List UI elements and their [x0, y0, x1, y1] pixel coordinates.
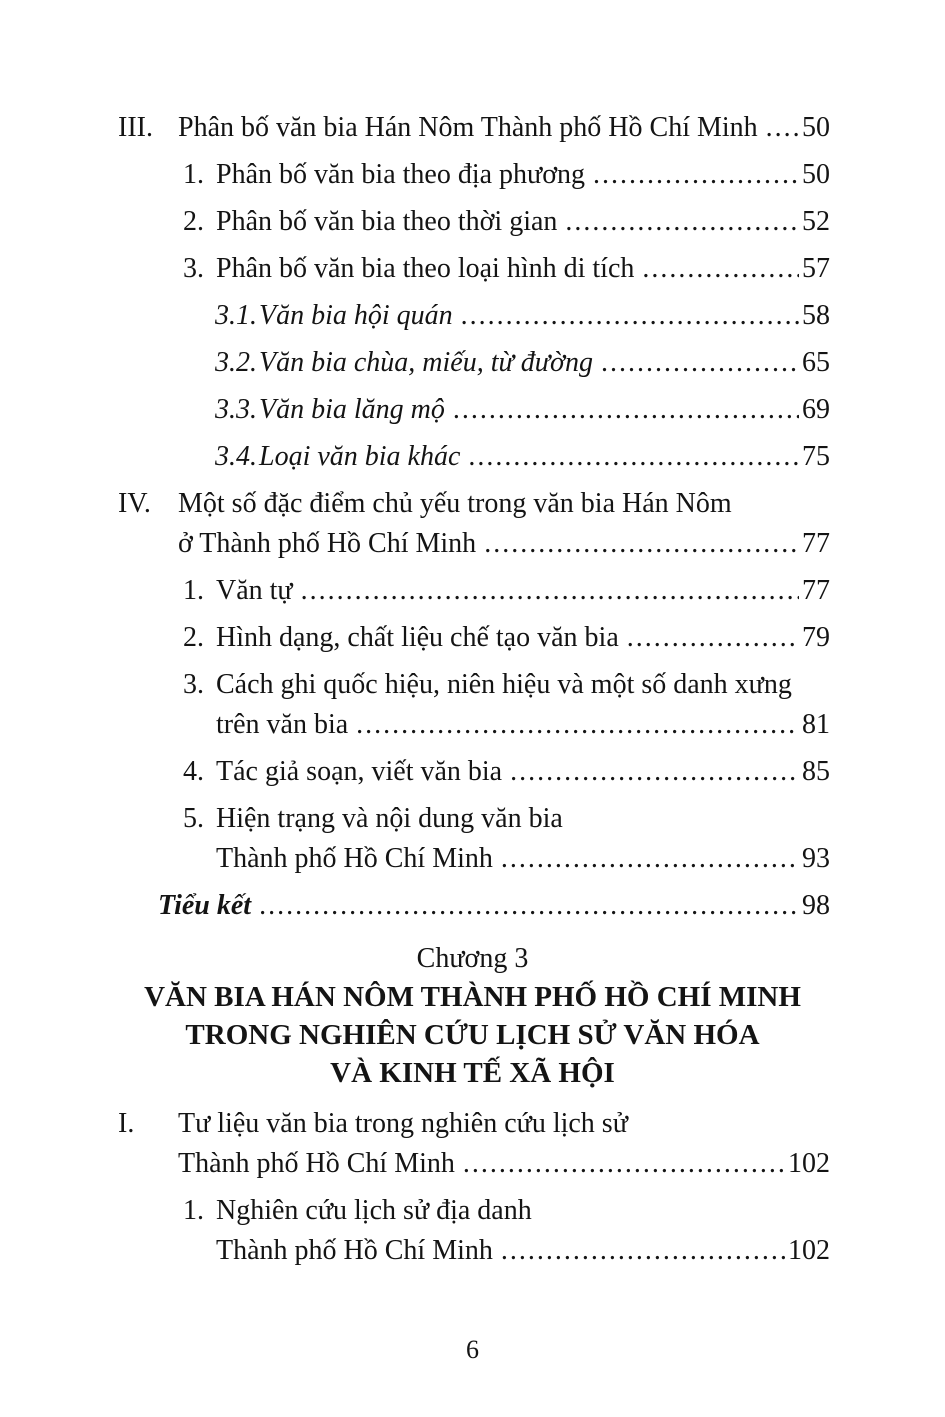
chapter-heading [0, 940, 945, 1092]
toc-entry-number: III. [118, 112, 153, 143]
chapter-kicker: Chương 3 [416, 943, 529, 974]
toc-page-number: 65 [802, 347, 830, 378]
toc-page-number: 75 [802, 441, 830, 472]
dot-leader [642, 249, 799, 289]
dot-leader [601, 343, 799, 383]
toc-entry-number: 3. [183, 669, 204, 700]
toc-entry-number: 3. [183, 253, 204, 284]
toc-entry-number: 2. [183, 622, 204, 653]
dot-leader [501, 839, 799, 879]
toc-entry [118, 1104, 830, 1184]
dot-leader [461, 296, 799, 336]
chapter-title-line: TRONG NGHIÊN CỨU LỊCH SỬ VĂN HÓA [185, 1019, 760, 1051]
chapter-title-line: VÀ KINH TẾ XÃ HỘI [330, 1057, 615, 1089]
dot-leader [501, 1231, 785, 1271]
toc-entry-text: Phân bố văn bia Hán Nôm Thành phố Hồ Chí Minh [178, 112, 758, 143]
toc-page-number: 102 [788, 1148, 830, 1179]
toc-page-number: 57 [802, 253, 830, 284]
toc-entry [118, 108, 830, 148]
toc-entry-number: 4. [183, 756, 204, 787]
toc-entry-text-continued: ở Thành phố Hồ Chí Minh [178, 528, 477, 559]
toc-entry [183, 799, 830, 879]
folio-page-number: 6 [466, 1335, 479, 1364]
toc-entry [183, 618, 830, 658]
toc-entry [215, 437, 830, 477]
toc-entry-text: Tác giả soạn, viết văn bia [216, 756, 503, 787]
toc-entry [183, 1191, 830, 1271]
toc-page-number: 81 [802, 709, 830, 740]
toc-entry-text: Văn bia lăng mộ [259, 394, 445, 425]
toc-page-number: 52 [802, 206, 830, 237]
toc-entry-number: 3.3. [215, 394, 257, 425]
toc-entry-text-continued: Thành phố Hồ Chí Minh [178, 1148, 455, 1179]
toc-page-number: 50 [802, 159, 830, 190]
toc-entry-text: Văn bia chùa, miếu, từ đường [259, 347, 594, 378]
toc-entry [183, 752, 830, 792]
dot-leader [301, 571, 799, 611]
toc-entry-number: 5. [183, 803, 204, 834]
toc-entry-text: Văn bia hội quán [259, 300, 453, 331]
toc-entry-text: Hiện trạng và nội dung văn bia [216, 803, 563, 834]
toc-entry-number: 3.4. [215, 441, 257, 472]
toc-entry-text: Nghiên cứu lịch sử địa danh [216, 1195, 532, 1226]
toc-entry-text: Phân bố văn bia theo thời gian [216, 206, 558, 237]
toc-page-number: 69 [802, 394, 830, 425]
toc-entry-number: 2. [183, 206, 204, 237]
toc-entry-text: Tư liệu văn bia trong nghiên cứu lịch sử [178, 1108, 628, 1139]
toc-page-number: 102 [788, 1235, 830, 1266]
toc-entry-text-continued: trên văn bia [216, 709, 349, 740]
toc-entry-number: 1. [183, 159, 204, 190]
toc-entry-text: Văn tự [216, 575, 293, 606]
dot-leader [468, 437, 799, 477]
toc-entry-number: IV. [118, 488, 151, 519]
toc-page-number: 93 [802, 843, 830, 874]
dot-leader [463, 1144, 785, 1184]
toc-entry [183, 249, 830, 289]
toc-entry-text: Phân bố văn bia theo loại hình di tích [216, 253, 635, 284]
toc-page-number: 58 [802, 300, 830, 331]
dot-leader [453, 390, 799, 430]
toc-entry-text-continued: Thành phố Hồ Chí Minh [216, 1235, 493, 1266]
dot-leader [766, 108, 799, 148]
toc-entry [158, 886, 830, 926]
toc-entry [215, 296, 830, 336]
toc-entry-text: Phân bố văn bia theo địa phương [216, 159, 586, 190]
dot-leader [565, 202, 799, 242]
toc-entry-number: 1. [183, 575, 204, 606]
toc-entry-number: 3.1. [215, 300, 257, 331]
dot-leader [627, 618, 799, 658]
toc-entry [215, 390, 830, 430]
toc-entry [215, 343, 830, 383]
toc-page-number: 77 [802, 528, 830, 559]
chapter-title-line: VĂN BIA HÁN NÔM THÀNH PHỐ HỒ CHÍ MINH [144, 981, 801, 1013]
toc-entry [183, 202, 830, 242]
dot-leader [259, 886, 799, 926]
toc-entry-number: 3.2. [215, 347, 257, 378]
dot-leader [484, 524, 799, 564]
toc-page-number: 79 [802, 622, 830, 653]
dot-leader [356, 705, 799, 745]
dot-leader [510, 752, 799, 792]
toc-entry [183, 665, 830, 745]
toc-page-number: 98 [802, 890, 830, 921]
toc-entry [183, 155, 830, 195]
toc-entry-text: Hình dạng, chất liệu chế tạo văn bia [216, 622, 619, 653]
toc-page-number: 77 [802, 575, 830, 606]
toc-page-number: 50 [802, 112, 830, 143]
toc-entry [118, 484, 830, 564]
toc-entry-text: Cách ghi quốc hiệu, niên hiệu và một số danh xưng [216, 669, 792, 700]
toc-entry-number: 1. [183, 1195, 204, 1226]
toc-entry-text: Loại văn bia khác [259, 441, 461, 472]
toc-entry-text-continued: Thành phố Hồ Chí Minh [216, 843, 493, 874]
toc-entry-number: I. [118, 1108, 135, 1139]
dot-leader [593, 155, 799, 195]
toc-page-number: 85 [802, 756, 830, 787]
toc-entry-text: Tiểu kết [158, 890, 252, 921]
toc-entry-text: Một số đặc điểm chủ yếu trong văn bia Hán Nôm [178, 488, 732, 519]
toc-entry [183, 571, 830, 611]
